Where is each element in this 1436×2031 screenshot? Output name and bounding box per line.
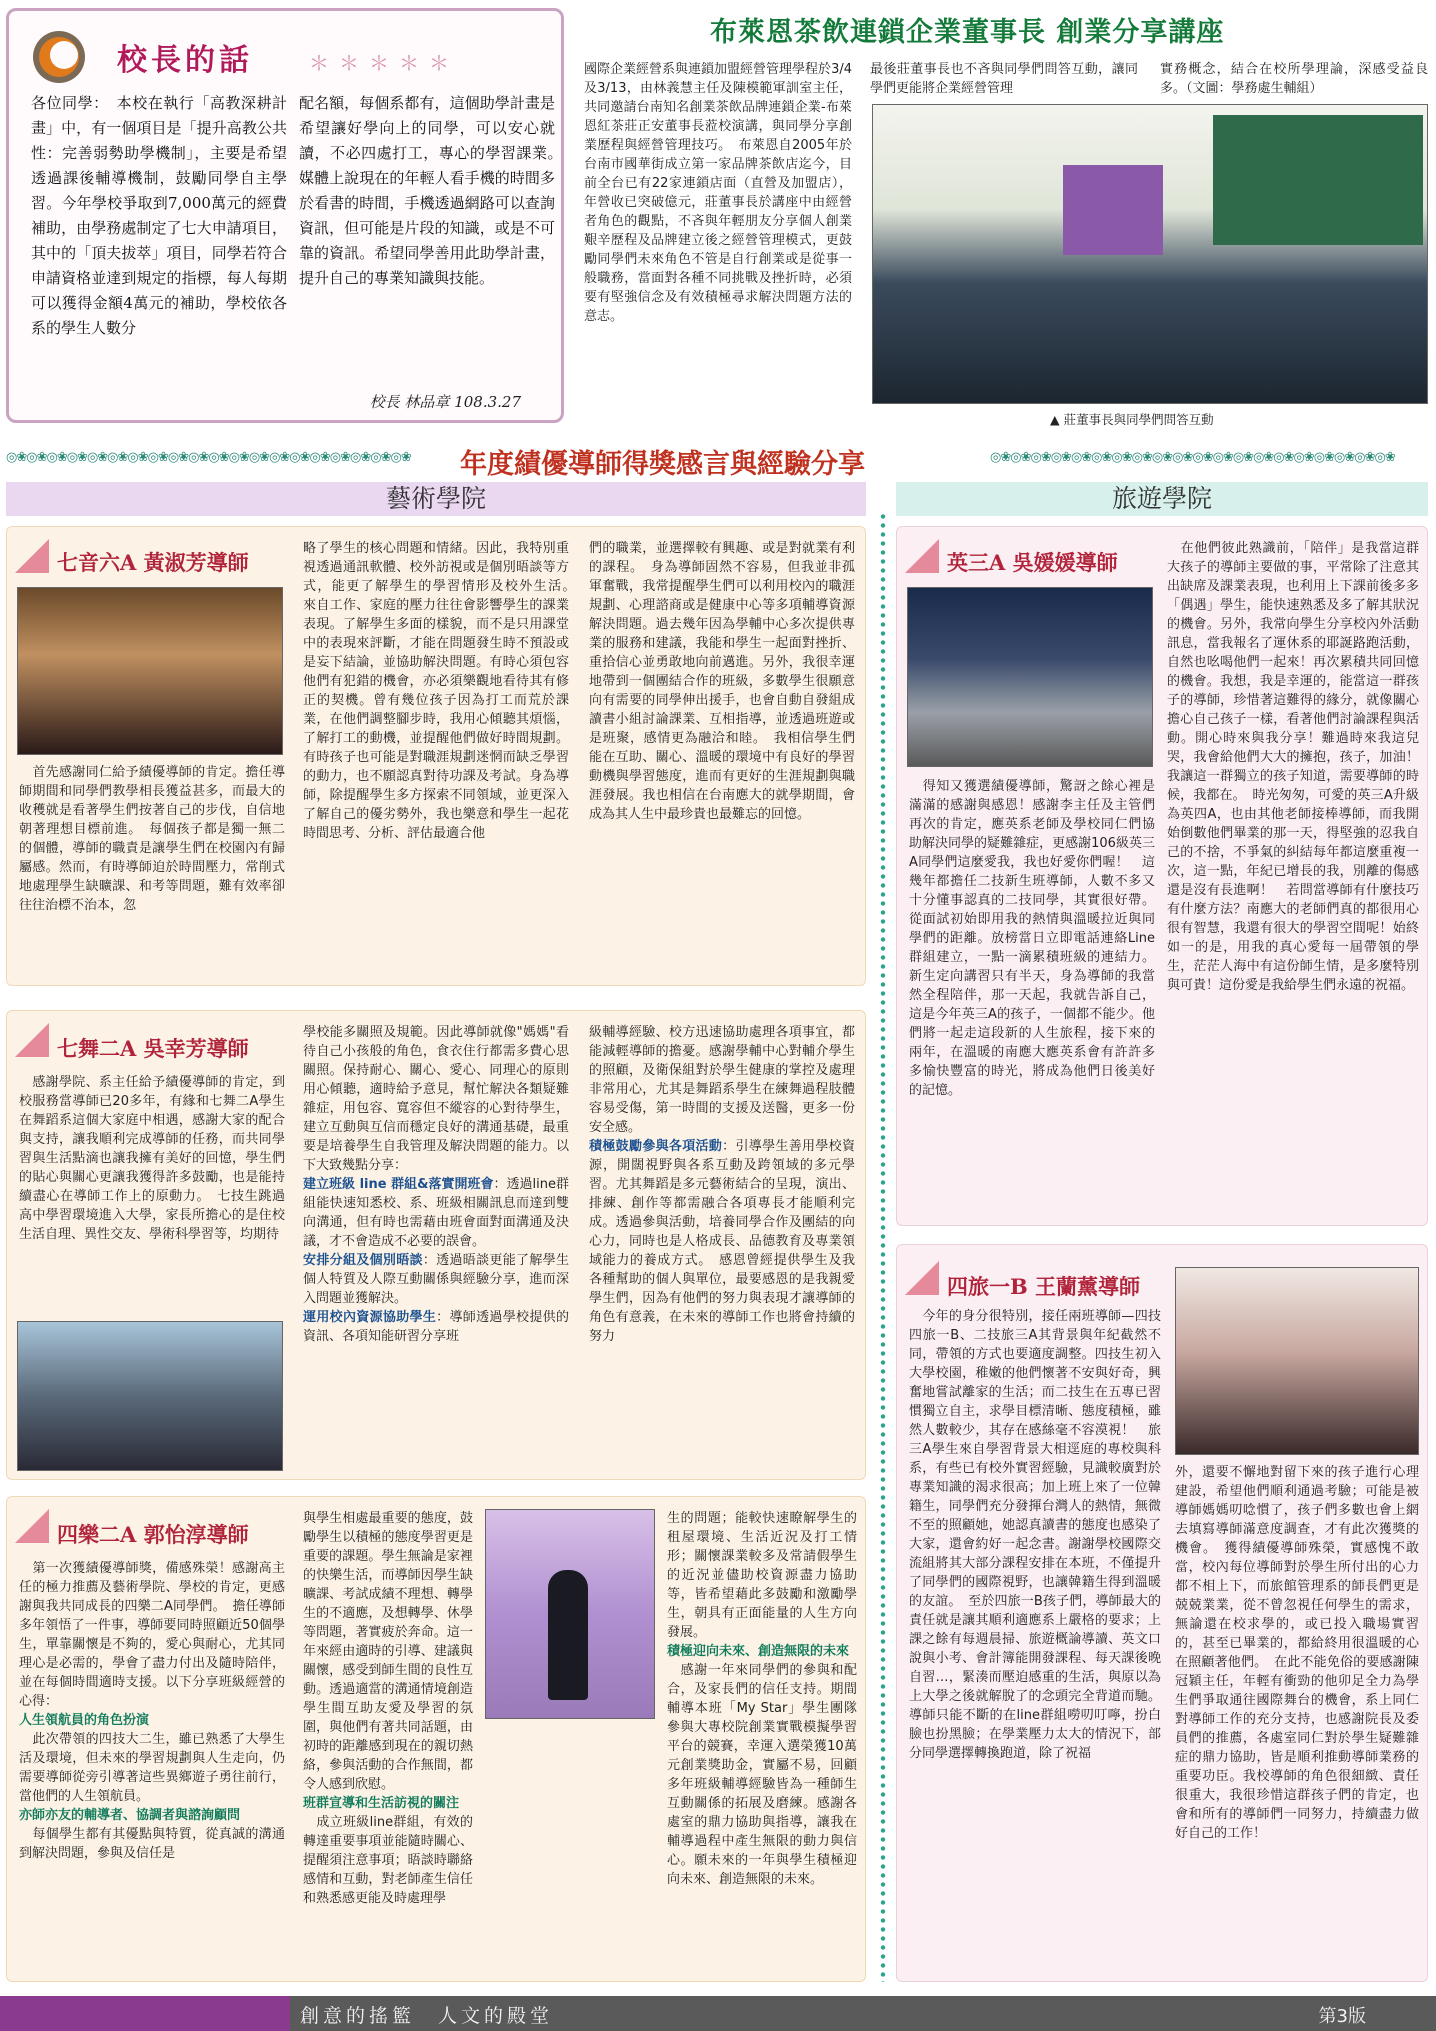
lecture-photo-caption: ▲ 莊董事長與同學們問答互動 <box>1050 412 1214 427</box>
ornament-right: ◎❀◎❀◎❀◎❀◎❀◎❀◎❀◎❀◎❀◎❀◎❀◎❀◎❀◎❀◎❀◎❀◎❀◎❀◎❀◎❀ <box>990 450 1395 464</box>
title-triangle <box>905 539 939 573</box>
school-logo-icon <box>31 29 87 85</box>
article-3-text-left: 第一次獲績優導師獎，備感殊榮！感謝高主任的極力推薦及藝術學院、學校的肯定，更感謝與我共同成長的四樂二A同學們。 擔任導師多年領悟了一件事，導師要同時照顧近50個學生，單靠關懷是不夠的，愛心與耐心，尤其同理心是必需的，學會了盡力付出及隨時陪伴，並在每個時間適時支援。以下分享班級經營的心得： 人生領航員的角色扮演 此次帶領的四技大二生，雖已熟悉了大學生活及環境，但未來的學習規劃與人生走向，仍需要導師從旁引導著這些異鄉遊子勇往前行，當他們的人生領航員。 亦師亦友的輔導者、協調者與諮詢顧問 每個學生都有其優點與特質，從真誠的溝通到解決問題，參與及信任是 <box>19 1561 285 1861</box>
article-4-text-left: 得知又獲選績優導師，驚訝之餘心裡是滿滿的感謝與感恩！感謝李主任及主管們再次的肯定，應英系老師及學校同仁們協助解決同學的疑難雜症，更感謝106級英三A同學們這麼愛我，我也好愛你們喔！ 這幾年都擔任二技新生班導師，人數不多又十分懂事認真的二技同學，其實很好帶。從面試初始即用我的熱情與溫暖拉近與同學們的距離。放榜當日立即電話連絡Line群組建立，一點一滴累積班級的連結力。新生定向講習只有半天，身為導師的我當然全程陪伴，那一天起，我就告訴自己，這是今年英三A的孩子，一個都不能少。他們將一起走這段新的人生旅程，接下來的兩年，在溫暖的南應大應英系會有許許多多愉快豐富的時光，將成為他們日後美好的記憶。 <box>909 779 1155 1098</box>
article-5-text-left: 今年的身分很特別，接任兩班導師—四技四旅一B、二技旅三A其背景與年紀截然不同，帶領的方式也要適度調整。四技生初入大學校園，稚嫩的他們懷著不安與好奇，興奮地嘗試離家的生活；而二技生在五專已習慣獨立自主，求學目標清晰、態度積極，雖然人數較少，其存在感絲毫不容漠視！ 旅三A學生來自學習背景大相逕庭的專校與科系，有些已有校外實習經驗，見識較廣對於專業知識的渴求很高；加上班上來了一位韓籍生，同學們充分發揮台灣人的熱情，無微不至的照顧她，她認真讀書的態度也感染了大家，還會約好一起念書。謝謝學校國際交流組將其大部分課程安排在本班，不僅提升了同學們的國際視野，也讓韓籍生得到溫暖的友誼。 至於四旅一B孩子們，導師最大的責任就是讓其順利適應系上嚴格的要求；上課之餘有每週晨掃、旅遊概論導讀、英文口說與小考、會計簿能開發課程、每天課後晚自習…，緊湊而壓迫感重的生活，與原以為上大學之後就解脫了的念頭完全背道而馳。導師只能不斷的在line群組嘮叨叮嚀，扮白臉也扮黑臉；在學業壓力太大的情況下，部分同學選擇轉換跑道，除了祝福 <box>909 1309 1161 1761</box>
article-1-photo <box>17 587 283 755</box>
award-band <box>0 440 1436 480</box>
section-art: 藝術學院 <box>6 482 866 516</box>
title-stars: ＊＊＊＊＊ <box>309 51 459 75</box>
article-4-photo <box>907 587 1153 767</box>
article-2-text-right: 級輔導經驗、校方迅速協助處理各項事宜，都能減輕導師的擔憂。感謝學輔中心對輔介學生的照顧，及衛保組對於學生健康的掌控及處理非常用心，尤其是舞蹈系學生在練舞過程肢體容易受傷，第一時間的支援及送醫，更多一份安全感。 積極鼓勵參與各項活動：引導學生善用學校資源，開闊視野與各系互動及跨領域的多元學習。尤其舞蹈是多元藝術結合的呈現，演出、排練、創作等都需融合各項專長才能順利完成。透過參與活動，培養同學合作及團結的向心力，同時也是人格成長、品德教育及專業領域能力的養成方式。 感恩曾經提供學生及我各種幫助的個人與單位，最要感恩的是我親愛學生們，因為有他們的努力與表現才讓導師的角色有意義，在未來的導師工作也將會持續的努力 <box>589 1025 855 1344</box>
principal-text-col1: 各位同學： 本校在執行「高教深耕計畫」中，有一個項目是「提升高教公共性：完善弱勢助學機制」，主要是希望透過課後輔導機制，鼓勵同學自主學習。今年學校爭取到7,000萬元的經費補助，由學務處制定了七大申請項目，其中的「頂夫拔萃」項目，同學若符合申請資格並達到規定的指標，每人每期可以獲得金額4萬元的補助，學校依各系的學生人數分 <box>31 94 287 337</box>
person-shape <box>548 1570 588 1700</box>
title-triangle <box>15 539 49 573</box>
article-1-title: 七音六A 黃淑芳導師 <box>57 550 249 575</box>
principal-signature: 校長 林品章 108.3.27 <box>369 393 521 411</box>
article-5-text-right: 外，還要不懈地對留下來的孩子進行心理建設，希望他們順利通過考驗；可能是被導師媽媽叨唸慣了，孩子們多數也會上網去填寫導師滿意度調查，才有此次獲獎的機會。 獲得績優導師殊榮，實感愧不敢當，校內每位導師對於學生所付出的心力都不相上下，而旅館管理系的師長們更是兢兢業業，從不曾忽視任何學生的需求，無論還在校求學的，或已投入職場實習的，甚至已畢業的，都給終用很溫暖的心在照顧著他們。 在此不能免俗的要感謝陳冠穎主任，年輕有衝勁的他卯足全力為學生們爭取通往國際舞台的機會，系上同仁對導師工作的充分支持，也感謝院長及委員們的推薦，各處室同仁對於學生疑難雜症的鼎力協助，皆是順利推動導師業務的重要功臣。我校導師的角色很細緻、責任很重大，我很珍惜這群孩子們的肯定，也會和所有的導師們一同努力，持續盡力做好自己的工作！ <box>1175 1465 1419 1841</box>
article-3-title: 四樂二A 郭怡淳導師 <box>57 1522 249 1547</box>
article-2-text-mid: 學校能多關照及規範。因此導師就像"媽媽"看待自己小孩般的角色，食衣住行都需多費心思關照。保持耐心、關心、愛心、同理心的原則用心傾聽，適時給予意見，幫忙解決各類疑難雜症，用包容、寬容但不縱容的心對待學生，建立互動與互信而穩定良好的溝通基礎，最重要是培養學生自我管理及解決問題的能力。以下大致幾點分享： 建立班級 line 群組&落實開班會：透過line群組能快速知悉校、系、班級相關訊息而達到雙向溝通，但有時也需藉由班會面對面溝通及決議，才不會造成不必要的誤會。 安排分組及個別晤談：透過晤談更能了解學生個人特質及人際互動關係與經驗分享，進而深入問題並獲解決。 運用校內資源協助學生：導師透過學校提供的資訊、各項知能研習分享班 <box>303 1025 569 1344</box>
lecture-title: 布萊恩茶飲連鎖企業董事長 創業分享講座 <box>710 17 1225 48</box>
footer-slogan: 創意的搖籃 人文的殿堂 <box>300 2005 554 2027</box>
article-2-photo <box>17 1321 283 1471</box>
lecture-photo <box>872 104 1428 404</box>
article-5-photo <box>1175 1267 1419 1455</box>
blackboard-shape <box>1213 115 1423 245</box>
section-tour: 旅遊學院 <box>896 482 1428 516</box>
article-4-text-right: 在他們彼此熟識前，「陪伴」是我當這群大孩子的導師主要做的事，平常除了注意其出缺席及課業表現，也利用上下課前後多多「偶遇」學生，能快速熟悉及多了解其狀況的機會。另外，我常向學生分享校內外活動訊息，當我報名了運休系的耶誕路跑活動，自然也吆喝他們一起來！再次累積共同回憶的機會。我想，我是幸運的，能當這一群孩子的導師，珍惜著這難得的緣分，就像關心擔心自己孩子一樣，看著他們討論課程與活動。開心時來與我分享！難過時來我這兒哭，我會給他們大大的擁抱，孩子，加油！我讓這一群獨立的孩子知道，需要導師的時候，我都在。 時光匆匆，可愛的英三A升級為英四A，也由其他老師接棒導師，而我開始倒數他們畢業的那一天，得堅強的忍我自己的不捨，不爭氣的糾結每年都這麼重複一次，這一點，年紀已增長的我，別離的傷感還是沒有長進啊！ 若問當導師有什麼技巧有什麼方法？南應大的老師們真的都很用心很有智慧，我還有很大的學習空間呢！始終如一的是，用我的真心愛每一屆帶領的學生，茫茫人海中有這份師生情，是多麼特別與可貴！這份愛是我給學生們永遠的祝福。 <box>1167 541 1419 993</box>
article-3-text-mid: 與學生相處最重要的態度，鼓勵學生以積極的態度學習更是重要的課題。學生無論是家裡的快樂生活，而導師因學生缺曠課、考試成績不理想、轉學生的不適應，及想轉學、休學等問題，著實疲於奔命。這一年來經由適時的引導、建議與關懷，感受到師生間的良性互動。透過適當的溝通情境創造學生間互助友愛及學習的氛圍，與他們有著共同話題，由初時的距離感到現在的親切熱絡，參與活動的合作無間，都令人感到欣慰。 班群宣導和生活訪視的關注 成立班級line群組，有效的轉達重要事項並能隨時關心、提醒須注意事項；晤談時聯絡感情和互動，對老師產生信任和熟悉感更能及時處理學 <box>303 1511 473 1906</box>
article-1 <box>6 526 866 986</box>
article-4 <box>896 526 1428 1226</box>
footer-accent <box>0 1996 290 2031</box>
ornament-left: ◎❀◎❀◎❀◎❀◎❀◎❀◎❀◎❀◎❀◎❀◎❀◎❀◎❀◎❀◎❀◎❀◎❀◎❀◎❀◎❀ <box>6 450 411 464</box>
article-1-text-left: 首先感謝同仁給予績優導師的肯定。擔任導師期間和同學們教學相長獲益甚多，而最大的收穫就是看著學生們按著自己的步伐，自信地朝著理想目標前進。 每個孩子都是獨一無二的個體，導師的職責是讓學生們在校園內有歸屬感。然而，有時導師迫於時間壓力，常削式地處理學生缺曠課、和考等問題，難有效率卻往往治標不治本，忽 <box>19 765 285 913</box>
banner-shape <box>1063 165 1163 255</box>
article-3-text-right: 生的問題；能較快速瞭解學生的租屋環境、生活近況及打工情形；關懷課業較多及常請假學生的近況並儘助校資源盡力協助等，皆希望藉此多鼓勵和激勵學生，朝具有正面能量的人生方向發展。 積極迎向未來、創造無限的未來 感謝一年來同學們的參與和配合，及家長們的信任支持。期間輔導本班「My Star」學生團隊參與大專校院創業實戰模擬學習平台的競賽，幸運入選榮獲10萬元創業獎助金，實屬不易，回顧多年班級輔導經驗皆為一種師生互動關係的拓展及磨練。感謝各處室的鼎力協助與指導，讓我在輔導過程中產生無限的動力與信心。願未來的一年與學生積極迎向未來、創造無限的未來。 <box>667 1511 857 1887</box>
lecture-text-col2: 最後莊董事長也不吝與同學們問答互動，讓同學們更能將企業經營管理 <box>870 62 1138 96</box>
title-triangle <box>15 1023 49 1057</box>
article-3-photo <box>485 1509 655 1719</box>
article-4-title: 英三A 吳媛媛導師 <box>947 550 1118 575</box>
principal-box <box>6 8 571 423</box>
article-5 <box>896 1244 1428 1982</box>
footer <box>0 1996 1436 2031</box>
lecture-text-col1: 國際企業經營系與連鎖加盟經營管理學程於3/4及3/13，由林義慧主任及陳模範軍訓室主任，共同邀請台南知名創業茶飲品牌連鎖企業-布萊恩紅茶莊正安董事長蒞校演講，與同學分享創業歷程與經營管理技巧。 布萊恩自2005年於台南市國華街成立第一家品牌茶飲店迄今，目前全台已有22家連鎖店面（直營及加盟店），年營收已突破億元，莊董事長於講座中由經營者角色的觀點，不吝與年輕朋友分享個人創業艱辛歷程及品牌建立後之經營管理模式，更鼓勵同學們未來角色不管是自行創業或是從事一般職務，當面對各種不同挑戰及挫折時，必須要有堅強信念及有效積極尋求解決問題方法的意志。 <box>584 62 852 324</box>
column-divider <box>880 512 886 1982</box>
article-1-text-mid: 略了學生的核心問題和情緒。因此，我特別重視透過通訊軟體、校外訪視或是個別晤談等方式，能更了解學生的學習情形及校外生活。 來自工作、家庭的壓力往往會影響學生的課業表現。了解學生多面的樣貌，而不是只用課堂中的表現來評斷，才能在問題發生時不預設或是妄下結論，並協助解決問題。有時心須包容他們有犯錯的機會，亦必須樂觀地看待其有修正的契機。曾有幾位孩子因為打工而荒於課業，在他們調整腳步時，我用心傾聽其煩惱，了解打工的動機，並提醒他們做好時間規劃。有時孩子也可能是對職涯規劃迷惘而缺乏學習的動力，也不願認真對待功課及考試。身為導師，除提醒學生多方探索不同領域，並更深入了解自己的優劣勢外，我也樂意和學生一起花時間思考、分析、評估最適合他 <box>303 541 583 841</box>
principal-text-col2: 配名額，每個系都有，這個助學計畫是希望讓好學向上的同學，可以安心就讀，不必四處打工，專心的學習課業。 媒體上說現在的年輕人看手機的時間多於看書的時間，手機透過網路可以查詢資訊，但可能是片段的知識，或是不可靠的資訊。希望同學善用此助學計畫，提升自己的專業知識與技能。 <box>299 94 571 287</box>
title-triangle <box>15 1509 49 1543</box>
article-5-title: 四旅一B 王蘭薰導師 <box>947 1274 1141 1299</box>
award-title: 年度績優導師得獎感言與經驗分享 <box>460 449 865 480</box>
title-triangle <box>905 1261 939 1295</box>
article-3 <box>6 1496 866 1982</box>
article-2-text-left: 感謝學院、系主任給予績優導師的肯定，到校服務當導師已20多年，有緣和七舞二A學生在舞蹈系這個大家庭中相遇，感謝大家的配合與支持，讓我順利完成導師的任務，而共同學習與生活點滴也讓我擁有美好的回憶，學生們的貼心與關心更讓我獲得許多鼓勵，也是能持續盡心在導師工作上的原動力。 七技生跳過高中學習環境進入大學，家長所擔心的是住校生活自理、異性交友、學術科學習等，均期待 <box>19 1075 285 1242</box>
page-number: 第3版 <box>1318 2006 1366 2027</box>
article-2 <box>6 1010 866 1480</box>
article-2-title: 七舞二A 吳幸芳導師 <box>57 1036 249 1061</box>
principal-title: 校長的話 <box>117 43 253 78</box>
lecture-text-col3: 實務概念，結合在校所學理論，深感受益良多。（文圖：學務處生輔組） <box>1160 62 1428 96</box>
article-1-text-right: 們的職業，並選擇較有興趣、或是對就業有利的課程。 身為導師固然不容易，但我並非孤軍奮戰，我常提醒學生們可以利用校內的職涯規劃、心理諮商或是健康中心等多項輔導資源解決問題。過去幾年因為學輔中心多次提供專業的服務和建議，我能和學生一起面對挫折、重拾信心並勇敢地向前邁進。另外，我很幸運地帶到一個團結合作的班級，多數學生很願意向有需要的同學伸出援手，也會自動自發組成讀書小組討論課業、互相指導，並透過班遊或是班聚，感情更為融洽和睦。 我相信學生們能在互助、關心、溫暖的環境中有良好的學習動機與學習態度，進而有更好的生涯規劃與職涯發展。我也相信在台南應大的就學期間，會成為其人生中最珍貴也最難忘的回憶。 <box>589 541 855 822</box>
